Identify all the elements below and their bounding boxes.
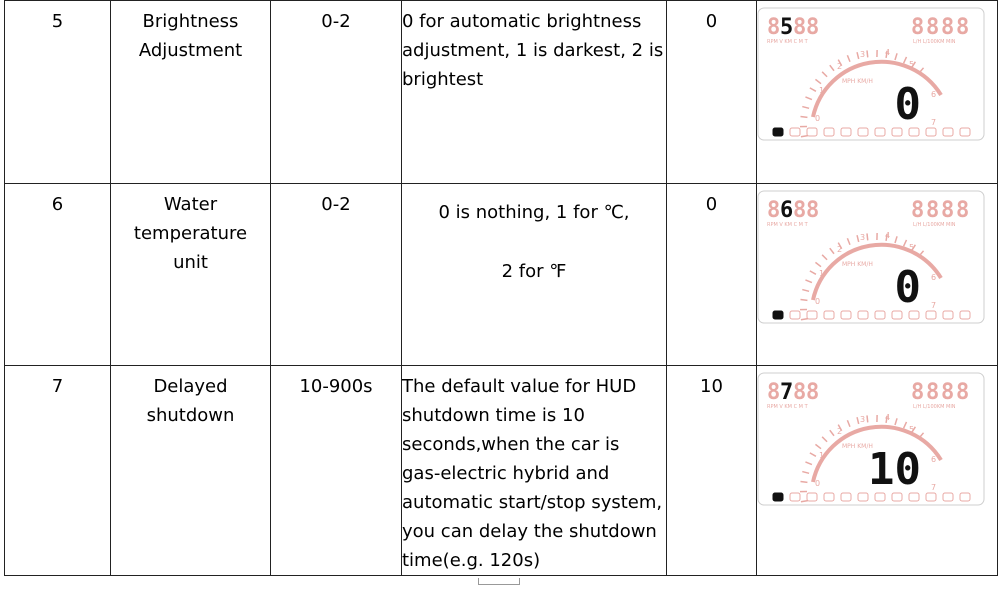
param-number: 5: [5, 1, 111, 184]
hud-speed-units: MPH KM/H: [842, 78, 873, 85]
hud-right-digit: 8: [956, 15, 970, 40]
hud-left-digit: 8: [793, 380, 807, 405]
hud-gauge-number: 5: [909, 243, 915, 252]
hud-gauge-number: 4: [885, 231, 891, 240]
param-range: 0-2: [271, 184, 402, 366]
hud-fuel-label: L/H L/100KM MIN: [913, 222, 956, 228]
param-description: 0 is nothing, 1 for ℃, 2 for ℉: [402, 184, 667, 366]
hud-left-digit: 8: [793, 15, 807, 40]
param-default: 0: [667, 184, 757, 366]
param-name: Delayed shutdown: [111, 366, 271, 576]
hud-gauge-number: 6: [931, 455, 937, 464]
hud-gauge-number: 2: [837, 427, 843, 436]
hud-left-digit: 6: [780, 198, 794, 223]
hud-speed-units: MPH KM/H: [842, 261, 873, 268]
hud-gauge-number: 4: [885, 413, 891, 422]
hud-left-digit: 7: [780, 380, 794, 405]
hud-left-digit: 8: [767, 15, 781, 40]
hud-fuel-label: L/H L/100KM MIN: [913, 39, 956, 45]
hud-left-digit: 5: [780, 15, 794, 40]
hud-gauge-number: 7: [931, 301, 937, 310]
hud-gauge-number: 7: [931, 118, 937, 127]
hud-display-image: [757, 366, 998, 576]
hud-speed-value: 0: [894, 79, 921, 130]
hud-speed-units: MPH KM/H: [842, 443, 873, 450]
hud-gauge-number: 2: [837, 245, 843, 254]
hud-gauge-number: 6: [931, 273, 937, 282]
param-number: 7: [5, 366, 111, 576]
param-default: 10: [667, 366, 757, 576]
hud-right-digit: 8: [941, 198, 955, 223]
hud-indicator-icon: [773, 311, 783, 319]
hud-right-digit: 8: [941, 15, 955, 40]
hud-gauge-number: 2: [837, 62, 843, 71]
hud-gauge-number: 6: [931, 90, 937, 99]
hud-gauge-tick: [800, 300, 807, 301]
hud-right-digit: 8: [956, 380, 970, 405]
hud-indicator-icon: [773, 128, 783, 136]
hud-illustration: [757, 372, 987, 507]
hud-right-digit: 8: [911, 198, 925, 223]
hud-gauge-tick: [867, 50, 868, 57]
hud-fuel-label: L/H L/100KM MIN: [913, 404, 956, 410]
hud-gauge-number: 1: [819, 86, 825, 95]
table-row: [5, 184, 998, 366]
hud-right-digit: 8: [941, 380, 955, 405]
hud-rpm-label: RPM V KM C M T: [767, 404, 808, 410]
hud-gauge-number: 3: [860, 50, 866, 59]
hud-gauge-number: 5: [909, 425, 915, 434]
hud-left-digit: 8: [806, 15, 820, 40]
hud-gauge-number: 0: [815, 297, 821, 306]
param-default: 0: [667, 1, 757, 184]
parameter-table: [4, 0, 998, 576]
hud-gauge-number: 5: [909, 60, 915, 69]
hud-gauge-number: 7: [931, 483, 937, 492]
hud-display-image: [757, 184, 998, 366]
param-number: 6: [5, 184, 111, 366]
param-name: Brightness Adjustment: [111, 1, 271, 184]
hud-gauge-number: 3: [860, 233, 866, 242]
hud-gauge-tick: [867, 233, 868, 240]
hud-right-digit: 8: [956, 198, 970, 223]
hud-gauge-tick: [867, 415, 868, 422]
param-range: 10-900s: [271, 366, 402, 576]
hud-right-digit: 8: [911, 380, 925, 405]
hud-gauge-number: 4: [885, 48, 891, 57]
hud-left-digit: 8: [767, 198, 781, 223]
hud-right-digit: 8: [926, 380, 940, 405]
hud-speed-value: 10: [868, 444, 921, 495]
hud-illustration: [757, 190, 987, 325]
hud-right-digit: 8: [926, 198, 940, 223]
param-description: The default value for HUD shutdown time is 10 seconds,when the car is gas-electric hybrid and automatic start/stop system, you can delay the shutdown time(e.g. 120s): [402, 366, 667, 576]
hud-indicator-icon: [773, 493, 783, 501]
page-edge-mark: [478, 578, 520, 585]
hud-right-digit: 8: [911, 15, 925, 40]
param-description: 0 for automatic brightness adjustment, 1 is darkest, 2 is brightest: [402, 1, 667, 184]
table-row: [5, 1, 998, 184]
hud-left-digit: 8: [806, 380, 820, 405]
hud-left-digit: 8: [806, 198, 820, 223]
table-row: [5, 366, 998, 576]
hud-rpm-label: RPM V KM C M T: [767, 39, 808, 45]
hud-gauge-number: 1: [819, 269, 825, 278]
hud-display-image: [757, 1, 998, 184]
hud-gauge-number: 0: [815, 479, 821, 488]
hud-left-digit: 8: [793, 198, 807, 223]
hud-speed-value: 0: [894, 262, 921, 313]
hud-gauge-number: 0: [815, 114, 821, 123]
hud-gauge-tick: [800, 482, 807, 483]
param-range: 0-2: [271, 1, 402, 184]
hud-rpm-label: RPM V KM C M T: [767, 222, 808, 228]
hud-gauge-number: 1: [819, 451, 825, 460]
hud-gauge-number: 3: [860, 415, 866, 424]
hud-right-digit: 8: [926, 15, 940, 40]
hud-illustration: [757, 7, 987, 142]
hud-gauge-tick: [800, 117, 807, 118]
param-name: Water temperature unit: [111, 184, 271, 366]
hud-left-digit: 8: [767, 380, 781, 405]
